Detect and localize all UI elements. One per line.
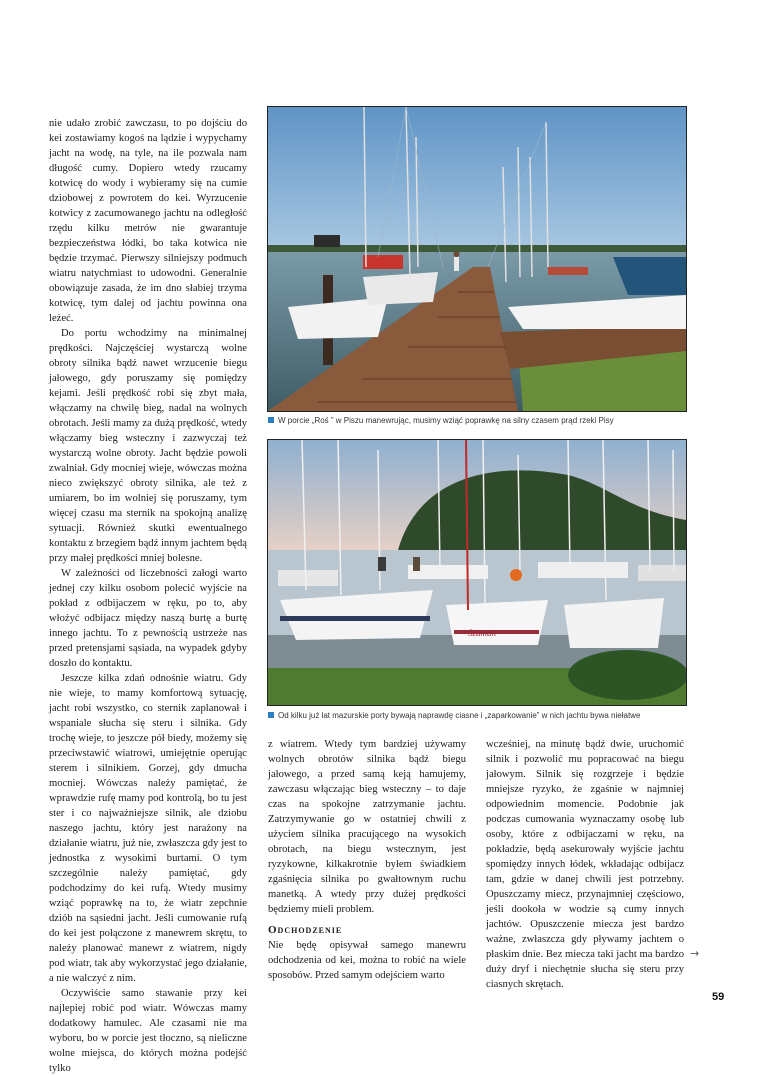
photo-marina-pier [267,106,687,412]
caption-text: Od kilku już lat mazurskie porty bywają naprawdę ciasne i „zaparkowanie” w nich jachtu bywa niełatwe [278,711,641,720]
paragraph: Jeszcze kilka zdań odnośnie wiatru. Gdy nie wieje, to mamy komfortową sytuację, jacht robi wszystko, co sternik zaplanował i wspaniale słucha się steru i silnika. Gdy trochę wieje, to jeszcze pół biedy, możemy się przeciwstawić wiatrowi, umiejętnie operując sterem i silnikiem. Gorzej, gdy dmucha mocniej. Wówczas należy pamiętać, że wprawdzie rufę mamy pod kontrolą, bo tu jest ster i co najważniejsze silnik, ale dziobu naszego jachtu, który jest narażony na działanie wiatru, już nie, zwłaszcza gdy jest to jednostka z wysokimi burtami. O tym szczególnie należy pamiętać, gdy podchodzimy do kei rufą. Wtedy musimy wziąć poprawkę na to, że wiatr zepchnie dziób na sąsiedni jacht. Jeśli cumowanie rufą do kei jest połączone z manewrem skrętu, to należy planować manewr z wiatrem, nigdy pod wiatr, tak aby wykorzystać jego działanie, a nie walczyć z nim. [49,673,247,984]
section-heading: Odchodzenie [268,924,343,936]
boat-name: Szaman [468,628,497,638]
caption-text: W porcie „Roś ” w Piszu manewrując, musimy wziąć poprawkę na silny czasem prąd rzeki Pisy [278,416,614,425]
continue-arrow-icon: → [690,947,700,960]
text-column-3 [486,737,684,992]
text-column-1 [49,116,247,1076]
paragraph: Nie będę opisywał samego manewru odchodzenia od kei, można to robić na wiele sposobów. Przed samym odejściem warto [268,940,466,981]
paragraph: Oczywiście samo stawanie przy kei najlepiej robić pod wiatr. Wówczas mamy dodatkowy hamulec. Ale czasami nie ma wyboru, bo w porcie jest tłoczno, są nieliczne wolne miejsca, do których można podejść tylko [49,988,247,1074]
paragraph: W zależności od liczebności załogi warto jednej czy kilku osobom polecić wyjście na pokład z odbijaczem w ręku, po to, aby włożyć odbijacz między naszą burtę a burtę innego jachtu. To z pewnością ustrzeże nas przed pretensjami sąsiada, na wypadek gdyby doszło do kontaktu. [49,568,247,669]
caption-marker [268,417,274,423]
paragraph: nie udało zrobić zawczasu, to po dojściu do kei zostawiamy kogoś na lądzie i wypychamy jacht na wodę, na tyle, na ile pozwala nam długość cumy. Dopiero wtedy rzucamy kotwicę do wody i wybieramy się na cumie dziobowej z powrotem do kei. Wyrzucenie kotwicy z zacumowanego jachtu na odległość rzędu kilku metrów nie gwarantuje bezpieczeństwa łódki, bo taka kotwica nie będzie trzymać. Pierwszy silniejszy podmuch wiatru natychmiast to udowodni. Generalnie obowiązuje zasada, że im dno słabiej trzyma kotwicę, tym dalej od jachtu powinna ona leżeć. [49,118,247,324]
photo-caption [268,710,688,721]
paragraph: Do portu wchodzimy na minimalnej prędkości. Najczęściej wystarczą wolne obroty silnika bądź nawet wrzucenie biegu jałowego, gdy poruszamy się pomiędzy kejami. Jeśli prędkość robi się zbyt mała, włączamy na chwilę bieg, nadal na wolnych obrotach. Jeśli mamy za dużą prędkość, wtedy włączamy bieg wsteczny i zazwyczaj też wystarczą wolne obroty. Jacht będzie powoli zwalniał. Gdy mocniej wieje, wówczas można nieco zwiększyć obroty silnika, ale też z umiarem, bo im wolniej się poruszamy, tym więcej czasu ma sternik na spokojną analizę sytuacji. Również skutki ewentualnego kontaktu z brzegiem bądź innym jachtem będą przy małej prędkości mniej bolesne. [49,328,247,564]
caption-marker [268,712,274,718]
page-number: 59 [712,991,725,1003]
paragraph: z wiatrem. Wtedy tym bardziej używamy wolnych obrotów silnika bądź biegu jałowego, a przed samą keją hamujemy, zawczasu włączając bieg wsteczny – to daje czas na spokojne zatrzymanie jachtu. Zatrzymywanie go w ostatniej chwili z użyciem silnika pracującego na wysokich obrotach, na biegu wstecznym, jest ryzykowne, kilkakrotnie byłem świadkiem zgaśnięcia silnika po gwałtownym ruchu manetką. A wtedy przy dużej prędkości będziemy mieli problem. [268,739,466,915]
photo-caption [268,415,688,426]
photo-crowded-harbour [267,439,687,706]
text-column-2 [268,737,466,983]
paragraph: wcześniej, na minutę bądź dwie, uruchomić silnik i pozwolić mu popracować na biegu jałowym. Silnik się rozgrzeje i będzie mniejsze ryzyko, że zgaśnie w najmniej odpowiednim momencie. Podobnie jak podczas cumowania wyznaczamy osobę lub osoby, które z odbijaczami w ręku, na pokładzie, będą asekurowały wyjście jachtu spomiędzy innych łódek, wkładając odbijacz tam, gdzie w danej chwili jest potrzebny. Opuszczamy miecz, przynajmniej częściowo, jeśli dookoła w wodzie są cumy innych jachtów. Opuszczenie miecza jest bardzo ważne, zwłaszcza gdy pływamy jachtem o płaskim dnie. Bez miecza taki jacht ma bardzo duży dryf i niechętnie słucha się steru przy ciasnych skrętach. [486,739,684,990]
